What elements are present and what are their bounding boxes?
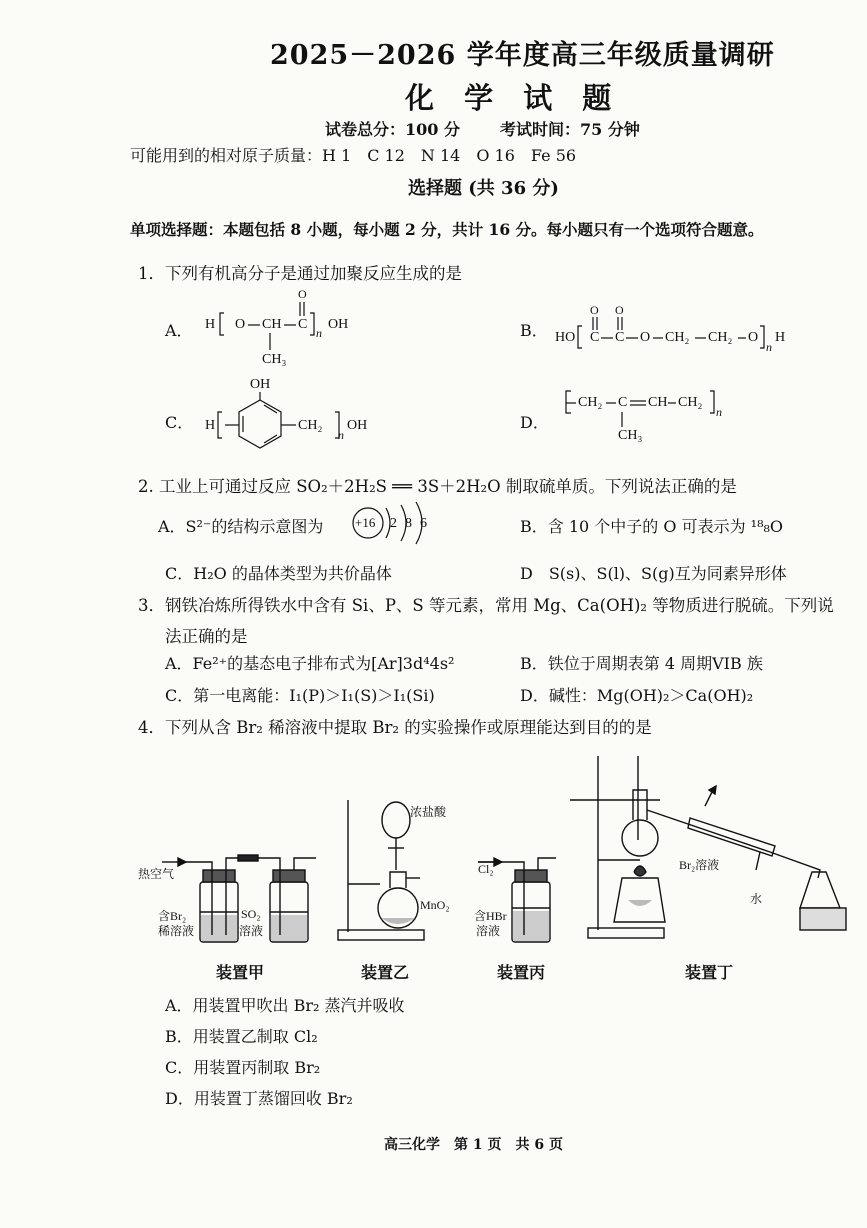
q1-d-ch: CH: [648, 395, 668, 410]
label-br2-solution: Br₂溶液: [679, 858, 720, 872]
q3-option-d[interactable]: D．碱性：Mg(OH)₂＞Ca(OH)₂: [520, 686, 754, 705]
caption-ding: 装置丁: [685, 963, 734, 982]
q1-a-ch3: CH₃: [262, 352, 287, 367]
q3-stem-line1: 3．钢铁冶炼所得铁水中含有 Si、P、S 等元素，常用 Mg、Ca(OH)₂ 等物质进行脱硫。下列说: [138, 596, 834, 615]
q1-b-o: O: [640, 330, 651, 345]
q1-b-label: B．: [520, 321, 548, 340]
q3-option-a[interactable]: A．Fe²⁺的基态电子排布式为[Ar]3d⁴4s²: [165, 654, 455, 673]
q1-b-n: n: [766, 340, 772, 354]
apparatus-ding: [570, 756, 846, 938]
q1-b-oxy1: O: [590, 303, 599, 317]
label-hbr-1: 含HBr: [474, 909, 507, 923]
q3-option-b[interactable]: B．铁位于周期表第 4 周期VIB 族: [520, 654, 763, 673]
q1-c-oh: OH: [347, 418, 368, 433]
q1-d-c: C: [618, 395, 628, 410]
q4-option-c[interactable]: C．用装置丙制取 Br₂: [165, 1058, 321, 1077]
label-water: 水: [750, 892, 763, 906]
q4-option-d[interactable]: D．用装置丁蒸馏回收 Br₂: [165, 1089, 353, 1108]
q1-a-c: C: [298, 317, 308, 332]
exam-time: 考试时间：75 分钟: [500, 120, 640, 139]
page-footer: 高三化学 第 1 页 共 6 页: [384, 1137, 563, 1153]
q1-a-carbonyl-o: O: [298, 287, 307, 301]
label-hbr-2: 溶液: [476, 924, 501, 938]
q1-b-c2: C: [615, 330, 625, 345]
q4-option-b[interactable]: B．用装置乙制取 Cl₂: [165, 1027, 318, 1046]
q1-d-ch2a: CH₂: [578, 395, 603, 410]
apparatus-yi: [338, 800, 424, 940]
q1-a-label: A．: [165, 321, 193, 340]
total-score: 试卷总分：100 分: [325, 120, 460, 139]
q1-a-ch: CH: [262, 317, 282, 332]
q3-stem-line2: 法正确的是: [165, 627, 248, 646]
q2-option-b[interactable]: B．含 10 个中子的 O 可表示为 ¹⁸₈O: [520, 517, 784, 536]
q1-a-h: H: [205, 317, 216, 332]
q1-c-n: n: [338, 428, 344, 442]
q1-c-phenol-oh: OH: [250, 377, 271, 392]
label-conc-hcl: 浓盐酸: [410, 805, 447, 819]
caption-jia: 装置甲: [216, 963, 265, 982]
q2-option-d[interactable]: D S(s)、S(l)、S(g)互为同素异形体: [520, 564, 787, 583]
q1-b-c1: C: [590, 330, 600, 345]
q1-c-label: C．: [165, 413, 194, 432]
label-br2-dilute-1: 含Br₂: [158, 909, 187, 923]
label-mno2: MnO₂: [420, 898, 450, 912]
s2-shell-3: 6: [420, 516, 427, 531]
q1-b-ch2a: CH₂: [665, 330, 690, 345]
caption-yi: 装置乙: [361, 963, 410, 982]
section-title: 选择题 (共 36 分): [408, 178, 559, 199]
q1-c-ch2: CH₂: [298, 418, 323, 433]
q2-a-text: A．S²⁻的结构示意图为: [158, 517, 324, 536]
q1-a-n: n: [316, 326, 322, 340]
q1-b-oxy2: O: [615, 303, 624, 317]
subject-title: 化 学 试 题: [405, 81, 622, 115]
atomic-masses: 可能用到的相对原子质量：H 1 C 12 N 14 O 16 Fe 56: [130, 146, 577, 165]
q1-d-ch2b: CH₂: [678, 395, 703, 410]
label-br2-dilute-2: 稀溶液: [158, 924, 195, 938]
section-instruction: 单项选择题：本题包括 8 小题，每小题 2 分，共计 16 分。每小题只有一个选项符合题意。: [130, 220, 764, 239]
exam-title: 2025－2026 学年度高三年级质量调研: [270, 40, 775, 71]
label-cl2: Cl₂: [478, 862, 494, 876]
q4-option-a[interactable]: A．用装置甲吹出 Br₂ 蒸汽并吸收: [165, 996, 405, 1015]
q1-stem: 1．下列有机高分子是通过加聚反应生成的是: [138, 264, 462, 283]
q1-b-ch2b: CH₂: [708, 330, 733, 345]
q2-stem: 2. 工业上可通过反应 SO₂＋2H₂S ══ 3S＋2H₂O 制取硫单质。下列说法正确的是: [138, 477, 737, 496]
label-so2-1: SO₂: [241, 907, 261, 921]
q1-d-label: D．: [520, 413, 549, 432]
q2-option-c[interactable]: C．H₂O 的晶体类型为共价晶体: [165, 564, 392, 583]
caption-bing: 装置丙: [497, 963, 546, 982]
s2-shell-1: 2: [390, 516, 397, 531]
q1-d-ch3: CH₃: [618, 428, 643, 443]
q1-b-o2: O: [748, 330, 759, 345]
q3-option-c[interactable]: C．第一电离能：I₁(P)＞I₁(S)＞I₁(Si): [165, 686, 435, 705]
s2-nucleus: +16: [355, 515, 376, 530]
q1-d-n: n: [716, 405, 722, 419]
s2-shell-2: 8: [405, 516, 412, 531]
q1-a-o: O: [235, 317, 246, 332]
q1-b-h: H: [775, 330, 786, 345]
q1-b-ho: HO: [555, 330, 576, 345]
label-hot-air: 热空气: [138, 867, 175, 881]
q1-a-oh: OH: [328, 317, 349, 332]
label-so2-2: 溶液: [239, 924, 264, 938]
q4-stem: 4．下列从含 Br₂ 稀溶液中提取 Br₂ 的实验操作或原理能达到目的的是: [138, 718, 652, 737]
q1-c-h: H: [205, 418, 216, 433]
